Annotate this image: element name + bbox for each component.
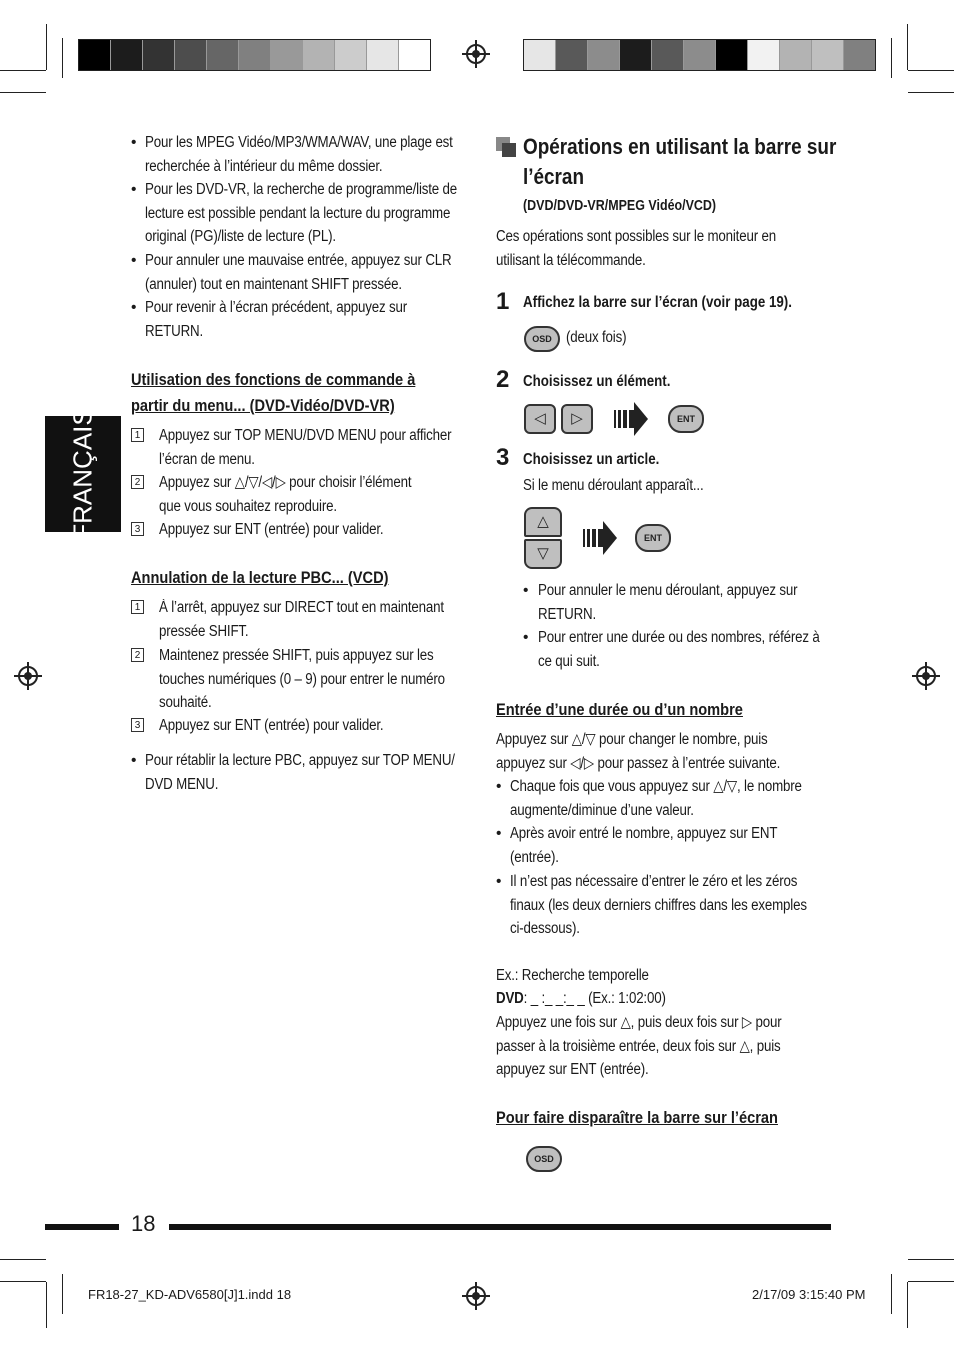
text-line: touches numériques (0 – 9) pour entrer le numéro bbox=[159, 670, 445, 688]
intro-bullet-1 bbox=[145, 131, 453, 178]
title-line: l’écran bbox=[523, 164, 585, 189]
text-line: DVD MENU. bbox=[145, 775, 219, 793]
step-number-box: 3 bbox=[131, 718, 144, 732]
menu-step-3 bbox=[159, 518, 383, 542]
color-calibration-bar-right bbox=[523, 39, 876, 71]
step-number-box: 3 bbox=[131, 522, 144, 536]
osd-button-icon: OSD bbox=[524, 326, 560, 352]
text-line: Appuyez sur △/▽/◁/▷ pour choisir l’élément bbox=[159, 474, 412, 491]
ent-button-icon: ENT bbox=[668, 405, 704, 433]
heading-line: Utilisation des fonctions de commande à bbox=[131, 370, 416, 389]
step-note: (deux fois) bbox=[566, 329, 627, 346]
text-line: Pour revenir à l’écran précédent, appuyez sur bbox=[145, 299, 407, 316]
pbc-step-2 bbox=[159, 644, 445, 715]
page-number: 18 bbox=[131, 1211, 156, 1236]
text-line: (entrée). bbox=[510, 848, 559, 866]
bullet-dot: • bbox=[131, 134, 137, 151]
text-line: finaux (les deux derniers chiffres dans les exemples bbox=[510, 896, 807, 914]
text-line: RETURN. bbox=[538, 605, 597, 623]
menu-step-2 bbox=[159, 471, 411, 518]
text-line: l’écran de menu. bbox=[159, 450, 255, 468]
up-arrow-button-icon: △ bbox=[524, 507, 562, 537]
text-line: Appuyez sur △/▽ pour changer le nombre, puis bbox=[496, 731, 768, 748]
registration-mark-icon bbox=[466, 44, 486, 64]
footer-rule-left bbox=[45, 1224, 119, 1230]
bullet-dot: • bbox=[496, 825, 502, 842]
text-line: Pour annuler le menu déroulant, appuyez sur bbox=[538, 582, 798, 599]
text-line: Pour les MPEG Vidéo/MP3/WMA/WAV, une plage est bbox=[145, 134, 453, 151]
bullet-dot: • bbox=[131, 252, 137, 269]
text-line: augmente/diminue d’une valeur. bbox=[510, 801, 694, 819]
section-heading-hide-bar: Pour faire disparaître la barre sur l’écran bbox=[496, 1108, 778, 1127]
step3-bullet-1 bbox=[538, 579, 797, 626]
next-arrow-icon bbox=[583, 519, 619, 557]
step-number: 1 bbox=[496, 288, 510, 315]
text-line: souhaité. bbox=[159, 694, 212, 711]
footer-rule-right bbox=[169, 1224, 831, 1230]
step-number-box: 1 bbox=[131, 600, 144, 614]
step-number-box: 1 bbox=[131, 428, 144, 442]
step-number: 3 bbox=[496, 444, 510, 471]
registration-mark-icon bbox=[466, 1286, 486, 1306]
text-line: Chaque fois que vous appuyez sur △/▽, le nombre bbox=[510, 778, 802, 795]
text-line: RETURN. bbox=[145, 322, 204, 340]
step-sub-text: Si le menu déroulant apparaît... bbox=[523, 477, 704, 494]
step-number: 2 bbox=[496, 366, 510, 393]
bullet-dot: • bbox=[496, 873, 502, 890]
step-label: Affichez la barre sur l’écran (voir page 19). bbox=[523, 294, 792, 311]
step-label: Choisissez un élément. bbox=[523, 373, 671, 390]
text-line: Ces opérations sont possibles sur le moniteur en bbox=[496, 228, 776, 245]
entry-bullet-1 bbox=[510, 775, 802, 822]
intro-bullet-3 bbox=[145, 249, 451, 296]
text-line: Il n’est pas nécessaire d’entrer le zéro et les zéros bbox=[510, 873, 798, 890]
section-square-icon bbox=[502, 143, 516, 157]
intro-text bbox=[496, 225, 776, 272]
text-line: original (PG)/liste de lecture (PL). bbox=[145, 228, 336, 245]
section-heading-pbc-cancel: Annulation de la lecture PBC... (VCD) bbox=[131, 568, 389, 587]
bullet-dot: • bbox=[131, 181, 137, 198]
bullet-dot: • bbox=[523, 582, 529, 599]
registration-mark-icon bbox=[916, 666, 936, 686]
text-line: Pour entrer une durée ou des nombres, référez à bbox=[538, 629, 820, 646]
left-arrow-button-icon: ◁ bbox=[524, 404, 556, 434]
entry-bullet-2 bbox=[510, 822, 777, 869]
section-heading-menu-functions bbox=[131, 367, 415, 419]
text-line: Appuyez sur ENT (entrée) pour valider. bbox=[159, 521, 384, 538]
page-subtitle: (DVD/DVD-VR/MPEG Vidéo/VCD) bbox=[523, 198, 717, 214]
text-line: Maintenez pressée SHIFT, puis appuyez sur les bbox=[159, 647, 434, 664]
text-line: appuyez sur ◁/▷ pour passez à l’entrée suivante. bbox=[496, 754, 781, 772]
text-line: passer à la troisième entrée, deux fois sur △, puis bbox=[496, 1037, 781, 1055]
text-line: Après avoir entré le nombre, appuyez sur ENT bbox=[510, 825, 778, 842]
menu-step-1 bbox=[159, 424, 451, 471]
bullet-dot: • bbox=[131, 752, 137, 769]
print-timestamp: 2/17/09 3:15:40 PM bbox=[752, 1287, 866, 1302]
text-line: recherchée à l’intérieur du même dossier. bbox=[145, 157, 383, 175]
ent-button-icon: ENT bbox=[635, 524, 671, 552]
intro-bullet-2 bbox=[145, 178, 457, 249]
down-arrow-button-icon: ▽ bbox=[524, 539, 562, 569]
step3-bullet-2 bbox=[538, 626, 820, 673]
bullet-dot: • bbox=[523, 629, 529, 646]
example-label: Ex.: Recherche temporelle bbox=[496, 967, 649, 984]
bullet-dot: • bbox=[131, 299, 137, 316]
text-line: ce qui suit. bbox=[538, 652, 600, 670]
file-info: FR18-27_KD-ADV6580[J]1.indd 18 bbox=[88, 1287, 292, 1302]
entry-intro bbox=[496, 728, 780, 775]
dvd-value: : _ :_ _:_ _ (Ex.: 1:02:00) bbox=[523, 990, 666, 1007]
pbc-note bbox=[145, 749, 455, 796]
osd-button-icon: OSD bbox=[526, 1146, 562, 1172]
bullet-dot: • bbox=[496, 778, 502, 795]
text-line: lecture est possible pendant la lecture du programme bbox=[145, 204, 451, 222]
text-line: ci-dessous). bbox=[510, 920, 580, 937]
example-instructions bbox=[496, 1011, 781, 1082]
next-arrow-icon bbox=[614, 400, 650, 438]
text-line: (annuler) tout en maintenant SHIFT pressée. bbox=[145, 275, 402, 293]
color-calibration-bar-left bbox=[78, 39, 431, 71]
title-line: Opérations en utilisant la barre sur bbox=[523, 134, 837, 159]
text-line: Pour annuler une mauvaise entrée, appuyez sur CLR bbox=[145, 252, 452, 269]
pbc-step-3 bbox=[159, 714, 383, 738]
step-label: Choisissez un article. bbox=[523, 451, 660, 468]
right-arrow-button-icon: ▷ bbox=[561, 404, 593, 434]
text-line: Pour les DVD-VR, la recherche de programme/liste de bbox=[145, 181, 458, 198]
section-heading-entry: Entrée d’une durée ou d’un nombre bbox=[496, 700, 743, 719]
step-number-box: 2 bbox=[131, 648, 144, 662]
text-line: Appuyez sur TOP MENU/DVD MENU pour afficher bbox=[159, 427, 452, 444]
text-line: pressée SHIFT. bbox=[159, 622, 249, 640]
text-line: À l’arrêt, appuyez sur DIRECT tout en maintenant bbox=[159, 599, 444, 616]
language-tab-label: FRANÇAIS bbox=[67, 408, 98, 540]
entry-bullet-3 bbox=[510, 870, 807, 941]
step-number-box: 2 bbox=[131, 475, 144, 489]
language-tab bbox=[45, 408, 121, 540]
text-line: Pour rétablir la lecture PBC, appuyez sur TOP MENU/ bbox=[145, 752, 455, 769]
text-line: appuyez sur ENT (entrée). bbox=[496, 1061, 649, 1078]
text-line: que vous souhaitez reproduire. bbox=[159, 497, 337, 515]
intro-bullet-4 bbox=[145, 296, 407, 343]
dvd-example bbox=[496, 987, 666, 1011]
text-line: Appuyez une fois sur △, puis deux fois sur ▷ pour bbox=[496, 1014, 782, 1031]
page-title bbox=[523, 132, 836, 192]
pbc-step-1 bbox=[159, 596, 444, 643]
heading-line: partir du menu... (DVD-Vidéo/DVD-VR) bbox=[131, 396, 395, 415]
registration-mark-icon bbox=[18, 666, 38, 686]
dvd-label: DVD bbox=[496, 990, 524, 1007]
text-line: Appuyez sur ENT (entrée) pour valider. bbox=[159, 717, 384, 734]
text-line: utilisant la télécommande. bbox=[496, 251, 646, 269]
